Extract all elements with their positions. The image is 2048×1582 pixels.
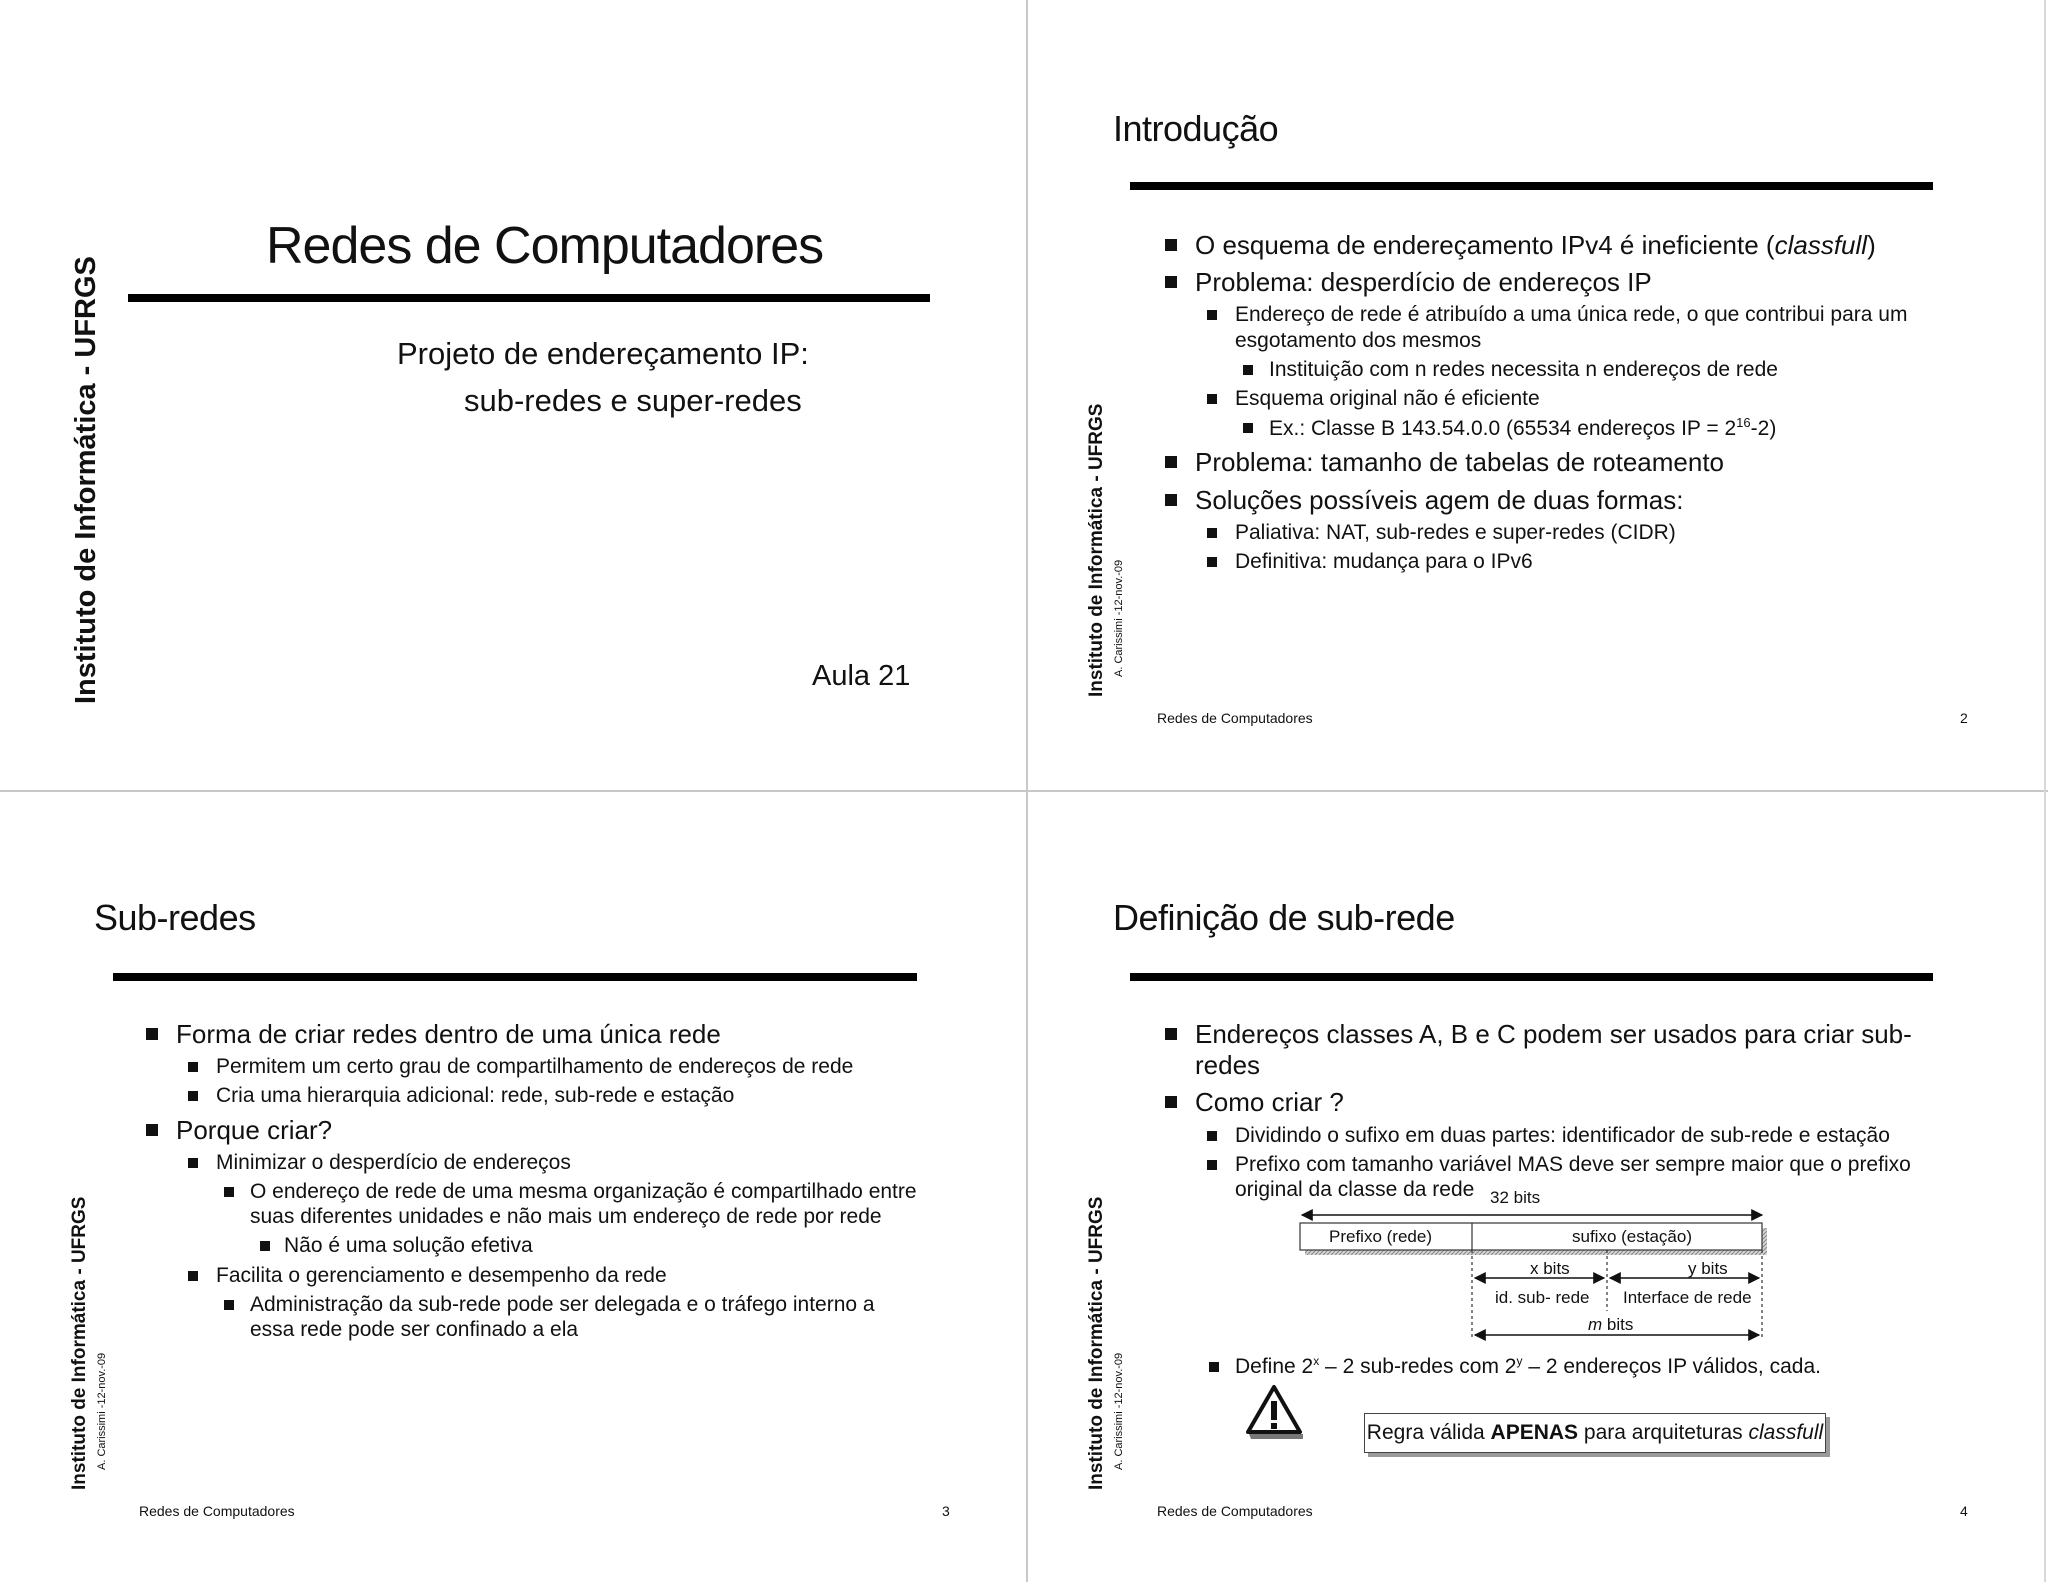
define-bullet: Define 2$^x$ – 2 sub-redes com 2$^y$ – 2 endereços IP válidos, cada. <box>1235 1354 1821 1378</box>
slide-title: Sub-redes <box>94 897 256 938</box>
institute-vertical-label: Instituto de Informática - UFRGS <box>69 1196 90 1490</box>
footer-text: Redes de Computadores <box>1157 1503 1313 1519</box>
institute-vertical-label: Instituto de Informática - UFRGS <box>70 256 102 704</box>
suffix-label: sufixo (estação) <box>1572 1227 1692 1246</box>
slide-2 <box>1027 0 2048 790</box>
slide-title: Definição de sub-rede <box>1113 897 1455 938</box>
bullet-item: Instituição com n redes necessita n endereços de rede <box>1163 357 1943 382</box>
presentation-title: Redes de Computadores <box>266 217 824 275</box>
subtitle-line-2: sub-redes e super-redes <box>464 383 802 418</box>
bullet-item: Ex.: Classe B 143.54.0.0 (65534 endereços IP = $2^{16}-2$) <box>1163 415 1943 441</box>
bullet-item: Minimizar o desperdício de endereços <box>144 1150 924 1175</box>
subnet-id-label: id. sub- rede <box>1495 1288 1590 1307</box>
m-bits-label: m bits <box>1588 1315 1634 1334</box>
bullet-item: Paliativa: NAT, sub-redes e super-redes (CIDR) <box>1163 520 1943 545</box>
institute-vertical-label: Instituto de Informática - UFRGS <box>1086 1196 1107 1490</box>
subtitle-line-1: Projeto de endereçamento IP: <box>397 336 809 371</box>
address-bits-diagram <box>1027 791 2048 1581</box>
slide-3 <box>0 791 1026 1581</box>
footer-text: Redes de Computadores <box>139 1503 295 1519</box>
page-number: 4 <box>1960 1503 1968 1519</box>
bullet-item: Forma de criar redes dentro de uma única rede <box>144 1019 924 1050</box>
prefix-label: Prefixo (rede) <box>1329 1227 1432 1246</box>
bullet-item: Endereço de rede é atribuído a uma única rede, o que contribui para um esgotamento dos mesmos <box>1163 302 1943 352</box>
bullet-item: Porque criar? <box>144 1115 924 1146</box>
warning-box: Regra válida APENAS para arquiteturas classfull <box>1364 1413 1826 1453</box>
footer-text: Redes de Computadores <box>1157 710 1313 726</box>
bullet-item: Definitiva: mudança para o IPv6 <box>1163 549 1943 574</box>
total-bits-label: 32 bits <box>1490 1188 1541 1207</box>
bullet-item: Permitem um certo grau de compartilhamento de endereços de rede <box>144 1054 924 1079</box>
y-bits-label: y bits <box>1688 1259 1728 1278</box>
bullet-item: Esquema original não é eficiente <box>1163 386 1943 411</box>
bullet-item: Prefixo com tamanho variável MAS deve ser sempre maior que o prefixo original da classe da rede <box>1163 1152 1953 1202</box>
bullet-item: Cria uma hierarquia adicional: rede, sub-rede e estação <box>144 1083 924 1108</box>
bullet-item: Problema: desperdício de endereços IP <box>1163 267 1943 298</box>
bullet-item: Facilita o gerenciamento e desempenho da rede <box>144 1263 924 1288</box>
author-date-label: A. Carissimi -12-nov.-09 <box>96 1352 108 1470</box>
bullet-item: Problema: tamanho de tabelas de roteamento <box>1163 447 1943 478</box>
bullet-item: O endereço de rede de uma mesma organização é compartilhado entre suas diferentes unidades e não mais um endereço de rede por rede <box>144 1179 924 1229</box>
interface-label: Interface de rede <box>1623 1288 1752 1307</box>
author-date-label: A. Carissimi -12-nov.-09 <box>1113 1352 1125 1470</box>
lesson-number: Aula 21 <box>812 660 911 692</box>
title-rule <box>128 294 930 302</box>
title-rule <box>1130 182 1933 190</box>
page-number: 2 <box>1960 710 1968 726</box>
x-bits-label: x bits <box>1530 1259 1570 1278</box>
bullet-item: Não é uma solução efetiva <box>144 1233 924 1258</box>
bullet-item: Dividindo o sufixo em duas partes: identificador de sub-rede e estação <box>1163 1123 1953 1148</box>
slide-1 <box>0 0 1026 790</box>
slide-title: Introdução <box>1113 108 1279 149</box>
bullet-item: Soluções possíveis agem de duas formas: <box>1163 485 1943 516</box>
bullet-item: O esquema de endereçamento IPv4 é ineficiente (classfull) <box>1163 230 1943 261</box>
bullet-item: Endereços classes A, B e C podem ser usados para criar sub-redes <box>1163 1019 1953 1081</box>
bullet-list <box>1163 224 1943 574</box>
bullet-item: Administração da sub-rede pode ser delegada e o tráfego interno a essa rede pode ser confinado a ela <box>144 1292 924 1342</box>
institute-vertical-label: Instituto de Informática - UFRGS <box>1086 403 1107 697</box>
diagram-lines <box>1027 791 2048 1581</box>
author-date-label: A. Carissimi -12-nov.-09 <box>1113 559 1125 677</box>
bullet-item: Como criar ? <box>1163 1087 1953 1118</box>
page-number: 3 <box>942 1503 950 1519</box>
bullet-list <box>144 1013 924 1342</box>
slide-4 <box>1027 791 2048 1581</box>
title-rule <box>113 973 917 981</box>
